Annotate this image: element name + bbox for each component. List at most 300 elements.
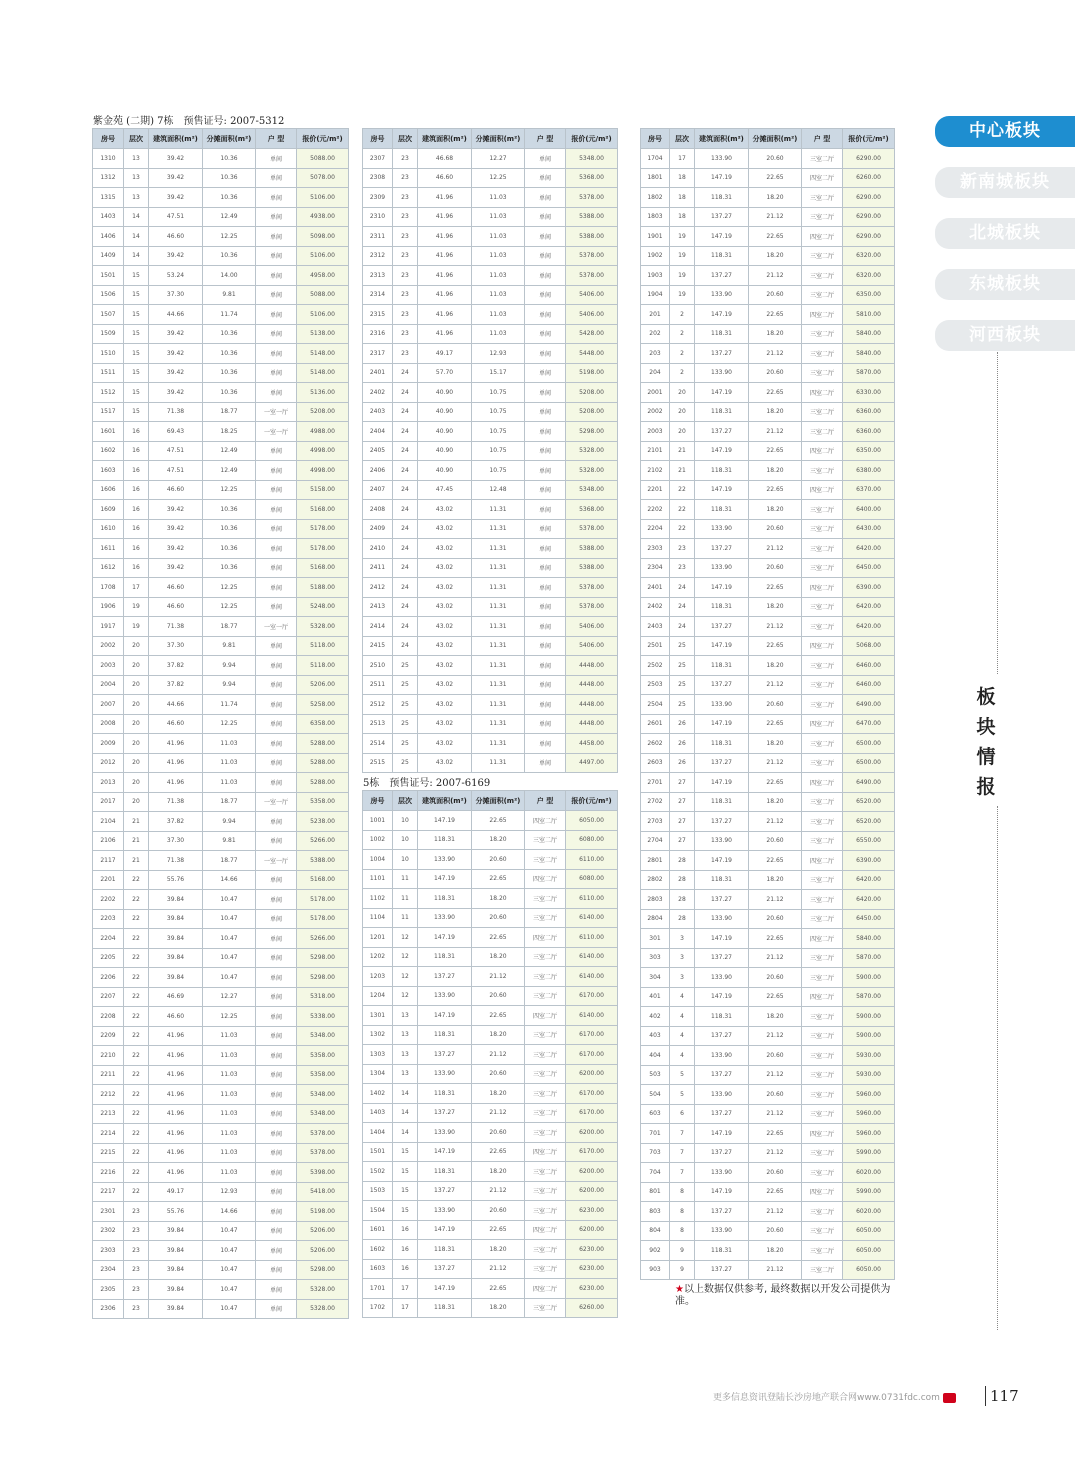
cell-room: 1001 xyxy=(363,811,393,831)
cell-price: 6390.00 xyxy=(843,578,895,598)
cell-shared-area: 11.31 xyxy=(472,695,525,715)
cell-price: 5870.00 xyxy=(843,948,895,968)
cell-price: 5206.00 xyxy=(297,1241,349,1261)
table-row xyxy=(641,480,895,500)
table-row xyxy=(93,714,349,734)
cell-shared-area: 18.20 xyxy=(749,500,802,520)
cell-room: 1503 xyxy=(363,1181,393,1201)
table-row xyxy=(93,1241,349,1261)
cell-area: 137.27 xyxy=(418,1103,472,1123)
cell-price: 5238.00 xyxy=(297,812,349,832)
cell-price: 5900.00 xyxy=(843,1026,895,1046)
cell-type: 单间 xyxy=(525,734,566,754)
cell-floor: 28 xyxy=(670,909,695,929)
cell-area: 39.84 xyxy=(149,1299,203,1319)
cell-type: 单间 xyxy=(525,695,566,715)
table-row xyxy=(93,188,349,208)
cell-shared-area: 11.31 xyxy=(472,558,525,578)
cell-area: 39.42 xyxy=(149,168,203,188)
table-row xyxy=(363,480,618,500)
cell-price: 5348.00 xyxy=(566,480,618,500)
cell-floor: 23 xyxy=(393,246,418,266)
cell-room: 2412 xyxy=(363,578,393,598)
cell-price: 6080.00 xyxy=(566,869,618,889)
cell-room: 2317 xyxy=(363,344,393,364)
cell-shared-area: 10.36 xyxy=(203,344,256,364)
nav-tab-east-city[interactable]: 东城板块 xyxy=(935,269,1075,300)
cell-room: 2513 xyxy=(363,714,393,734)
cell-room: 2213 xyxy=(93,1104,124,1124)
cell-floor: 27 xyxy=(670,792,695,812)
cell-type: 三室二厅 xyxy=(802,1085,843,1105)
cell-room: 2206 xyxy=(93,968,124,988)
cell-type: 单间 xyxy=(525,305,566,325)
table-row xyxy=(363,1162,618,1182)
col-header-floor: 层次 xyxy=(670,129,695,149)
cell-floor: 16 xyxy=(124,461,149,481)
nav-tab-new-south-city[interactable]: 新南城板块 xyxy=(935,167,1075,198)
cell-type: 单间 xyxy=(256,929,297,949)
cell-shared-area: 11.03 xyxy=(472,246,525,266)
cell-price: 5990.00 xyxy=(843,1182,895,1202)
cell-area: 133.90 xyxy=(695,831,749,851)
table-row xyxy=(93,422,349,442)
cell-floor: 24 xyxy=(393,636,418,656)
cell-area: 137.27 xyxy=(695,1026,749,1046)
cell-area: 39.42 xyxy=(149,383,203,403)
cell-floor: 25 xyxy=(393,675,418,695)
cell-room: 1402 xyxy=(363,1084,393,1104)
cell-area: 118.31 xyxy=(695,324,749,344)
cell-floor: 26 xyxy=(670,714,695,734)
cell-shared-area: 18.20 xyxy=(749,324,802,344)
cell-type: 单间 xyxy=(256,1202,297,1222)
cell-price: 5930.00 xyxy=(843,1046,895,1066)
cell-room: 2101 xyxy=(641,441,670,461)
table xyxy=(640,128,895,1280)
cell-floor: 16 xyxy=(124,500,149,520)
cell-type: 四室二厅 xyxy=(525,811,566,831)
cell-room: 2007 xyxy=(93,695,124,715)
cell-area: 133.90 xyxy=(418,908,472,928)
cell-area: 133.90 xyxy=(695,1046,749,1066)
cell-shared-area: 11.03 xyxy=(203,773,256,793)
col-header-shared-area: 分摊面积(m²) xyxy=(749,129,802,149)
cell-type: 四室二厅 xyxy=(802,929,843,949)
cell-floor: 22 xyxy=(124,1065,149,1085)
table-row xyxy=(93,363,349,383)
cell-price: 5158.00 xyxy=(297,480,349,500)
table-row xyxy=(93,773,349,793)
cell-type: 单间 xyxy=(525,207,566,227)
cell-shared-area: 21.12 xyxy=(749,207,802,227)
cell-area: 46.60 xyxy=(149,227,203,247)
cell-shared-area: 11.03 xyxy=(472,324,525,344)
cell-room: 2102 xyxy=(641,461,670,481)
cell-room: 1603 xyxy=(363,1259,393,1279)
cell-area: 133.90 xyxy=(418,986,472,1006)
cell-type: 三室二厅 xyxy=(525,1045,566,1065)
cell-shared-area: 9.94 xyxy=(203,675,256,695)
table-row xyxy=(641,597,895,617)
cell-floor: 14 xyxy=(393,1103,418,1123)
cell-area: 41.96 xyxy=(149,753,203,773)
cell-type: 三室二厅 xyxy=(802,1065,843,1085)
cell-type: 三室二厅 xyxy=(525,830,566,850)
cell-room: 2804 xyxy=(641,909,670,929)
table-row xyxy=(363,656,618,676)
cell-shared-area: 21.12 xyxy=(472,1181,525,1201)
cell-shared-area: 18.20 xyxy=(472,1084,525,1104)
table-row xyxy=(93,831,349,851)
cell-type: 单间 xyxy=(525,246,566,266)
cell-type: 三室二厅 xyxy=(525,1064,566,1084)
cell-type: 单间 xyxy=(256,441,297,461)
table-row xyxy=(641,578,895,598)
table-row xyxy=(363,1220,618,1240)
cell-area: 137.27 xyxy=(418,1181,472,1201)
table-row xyxy=(641,1163,895,1183)
cell-price: 5098.00 xyxy=(297,227,349,247)
cell-shared-area: 18.20 xyxy=(472,1162,525,1182)
cell-price: 5266.00 xyxy=(297,929,349,949)
cell-price: 5088.00 xyxy=(297,149,349,169)
cell-room: 2512 xyxy=(363,695,393,715)
cell-type: 四室二厅 xyxy=(525,1220,566,1240)
cell-area: 118.31 xyxy=(418,1240,472,1260)
cell-type: 单间 xyxy=(256,168,297,188)
cell-price: 6260.00 xyxy=(843,168,895,188)
dotted-divider-top xyxy=(997,352,998,674)
disclaimer-note xyxy=(675,1284,903,1308)
cell-area: 40.90 xyxy=(418,383,472,403)
cell-price: 5328.00 xyxy=(566,461,618,481)
cell-shared-area: 10.36 xyxy=(203,168,256,188)
cell-type: 三室二厅 xyxy=(802,519,843,539)
col-header-area: 建筑面积(m²) xyxy=(418,129,472,149)
cell-floor: 23 xyxy=(393,285,418,305)
cell-shared-area: 11.03 xyxy=(203,1065,256,1085)
table-row xyxy=(93,968,349,988)
cell-room: 2403 xyxy=(641,617,670,637)
cell-shared-area: 18.20 xyxy=(749,461,802,481)
disclaimer-text: 以上数据仅供参考, 最终数据以开发公司提供为准。 xyxy=(675,1284,891,1307)
cell-shared-area: 10.47 xyxy=(203,929,256,949)
cell-room: 2403 xyxy=(363,402,393,422)
price-table-4 xyxy=(640,128,895,1280)
cell-floor: 22 xyxy=(124,1163,149,1183)
cell-type: 三室二厅 xyxy=(802,363,843,383)
cell-room: 1406 xyxy=(93,227,124,247)
table-row xyxy=(93,890,349,910)
table-row xyxy=(363,227,618,247)
cell-area: 46.60 xyxy=(149,480,203,500)
cell-price: 5870.00 xyxy=(843,987,895,1007)
cell-shared-area: 14.00 xyxy=(203,266,256,286)
cell-type: 三室二厅 xyxy=(525,889,566,909)
table-row xyxy=(93,1143,349,1163)
cell-price: 6330.00 xyxy=(843,383,895,403)
cell-type: 四室二厅 xyxy=(802,636,843,656)
cell-shared-area: 11.31 xyxy=(472,617,525,637)
cell-floor: 22 xyxy=(124,1026,149,1046)
cell-shared-area: 21.12 xyxy=(749,617,802,637)
cell-price: 6200.00 xyxy=(566,1181,618,1201)
nav-tab-center[interactable]: 中心板块 xyxy=(935,116,1075,147)
cell-room: 1704 xyxy=(641,149,670,169)
cell-area: 46.69 xyxy=(149,987,203,1007)
cell-room: 2117 xyxy=(93,851,124,871)
cell-room: 2402 xyxy=(641,597,670,617)
cell-room: 401 xyxy=(641,987,670,1007)
table-row xyxy=(363,908,618,928)
cell-room: 2414 xyxy=(363,617,393,637)
cell-type: 单间 xyxy=(256,909,297,929)
cell-room: 2302 xyxy=(93,1221,124,1241)
cell-floor: 20 xyxy=(124,753,149,773)
cell-price: 4448.00 xyxy=(566,695,618,715)
table-row xyxy=(363,1298,618,1318)
cell-area: 47.51 xyxy=(149,207,203,227)
cell-floor: 19 xyxy=(670,285,695,305)
cell-price: 6140.00 xyxy=(566,947,618,967)
cell-room: 1315 xyxy=(93,188,124,208)
table-row xyxy=(641,344,895,364)
cell-price: 6420.00 xyxy=(843,890,895,910)
cell-type: 一室一厅 xyxy=(256,851,297,871)
cell-area: 44.66 xyxy=(149,695,203,715)
cell-room: 2201 xyxy=(641,480,670,500)
cell-price: 5378.00 xyxy=(566,246,618,266)
cell-type: 单间 xyxy=(256,285,297,305)
cell-price: 6380.00 xyxy=(843,461,895,481)
table-row xyxy=(363,188,618,208)
col-header-floor: 层次 xyxy=(124,129,149,149)
cell-shared-area: 10.75 xyxy=(472,441,525,461)
cell-shared-area: 18.20 xyxy=(472,1240,525,1260)
cell-floor: 20 xyxy=(124,734,149,754)
cell-shared-area: 22.65 xyxy=(749,1182,802,1202)
table-row xyxy=(363,889,618,909)
cell-area: 147.19 xyxy=(695,168,749,188)
cell-floor: 16 xyxy=(124,441,149,461)
cell-price: 5078.00 xyxy=(297,168,349,188)
cell-floor: 16 xyxy=(393,1240,418,1260)
cell-price: 6550.00 xyxy=(843,831,895,851)
cell-area: 137.27 xyxy=(418,967,472,987)
cell-floor: 10 xyxy=(393,830,418,850)
cell-area: 147.19 xyxy=(695,636,749,656)
cell-area: 118.31 xyxy=(695,1241,749,1261)
cell-area: 118.31 xyxy=(418,947,472,967)
cell-room: 2314 xyxy=(363,285,393,305)
cell-area: 137.27 xyxy=(695,948,749,968)
cell-floor: 15 xyxy=(124,363,149,383)
cell-price: 6110.00 xyxy=(566,850,618,870)
cell-type: 单间 xyxy=(525,149,566,169)
cell-floor: 5 xyxy=(670,1085,695,1105)
table-row xyxy=(93,1046,349,1066)
cell-room: 2009 xyxy=(93,734,124,754)
nav-tab-hexi[interactable]: 河西板块 xyxy=(935,320,1075,351)
cell-floor: 10 xyxy=(393,811,418,831)
cell-area: 147.19 xyxy=(418,928,472,948)
cell-room: 2501 xyxy=(641,636,670,656)
cell-price: 5428.00 xyxy=(566,324,618,344)
cell-room: 1602 xyxy=(93,441,124,461)
cell-type: 三室二厅 xyxy=(802,792,843,812)
col-header-shared-area: 分摊面积(m²) xyxy=(472,791,525,811)
nav-tab-north-city[interactable]: 北城板块 xyxy=(935,218,1075,249)
cell-type: 三室二厅 xyxy=(802,597,843,617)
table-row xyxy=(363,695,618,715)
cell-area: 137.27 xyxy=(695,539,749,559)
cell-area: 147.19 xyxy=(695,1182,749,1202)
cell-type: 三室二厅 xyxy=(802,1007,843,1027)
table-row xyxy=(641,1241,895,1261)
cell-shared-area: 18.20 xyxy=(749,1007,802,1027)
cell-shared-area: 18.77 xyxy=(203,402,256,422)
cell-room: 403 xyxy=(641,1026,670,1046)
cell-shared-area: 12.49 xyxy=(203,207,256,227)
table-row xyxy=(363,928,618,948)
table-row xyxy=(641,383,895,403)
cell-room: 2305 xyxy=(93,1280,124,1300)
cell-type: 单间 xyxy=(525,519,566,539)
cell-room: 1902 xyxy=(641,246,670,266)
section-title-char: 情 xyxy=(976,746,996,768)
cell-shared-area: 10.75 xyxy=(472,402,525,422)
cell-room: 2309 xyxy=(363,188,393,208)
cell-room: 2012 xyxy=(93,753,124,773)
cell-room: 2801 xyxy=(641,851,670,871)
table-row xyxy=(363,1240,618,1260)
cell-floor: 24 xyxy=(393,441,418,461)
cell-area: 137.27 xyxy=(695,1260,749,1280)
cell-floor: 24 xyxy=(393,558,418,578)
cell-type: 四室二厅 xyxy=(802,227,843,247)
cell-floor: 16 xyxy=(124,480,149,500)
cell-room: 1512 xyxy=(93,383,124,403)
cell-type: 三室二厅 xyxy=(525,1240,566,1260)
table-row xyxy=(641,890,895,910)
cell-price: 5378.00 xyxy=(566,519,618,539)
cell-type: 三室二厅 xyxy=(802,675,843,695)
cell-floor: 21 xyxy=(124,831,149,851)
cell-floor: 22 xyxy=(124,968,149,988)
cell-shared-area: 10.47 xyxy=(203,968,256,988)
cell-room: 2404 xyxy=(363,422,393,442)
cell-type: 单间 xyxy=(256,558,297,578)
cell-room: 2001 xyxy=(641,383,670,403)
cell-room: 1403 xyxy=(363,1103,393,1123)
cell-room: 2312 xyxy=(363,246,393,266)
cell-price: 6110.00 xyxy=(566,889,618,909)
cell-price: 4958.00 xyxy=(297,266,349,286)
cell-room: 2802 xyxy=(641,870,670,890)
cell-type: 三室二厅 xyxy=(802,968,843,988)
cell-price: 6450.00 xyxy=(843,909,895,929)
cell-room: 603 xyxy=(641,1104,670,1124)
cell-type: 单间 xyxy=(525,714,566,734)
cell-area: 39.84 xyxy=(149,1241,203,1261)
table-row xyxy=(93,285,349,305)
cell-type: 四室二厅 xyxy=(802,305,843,325)
cell-price: 6360.00 xyxy=(843,422,895,442)
cell-price: 6290.00 xyxy=(843,149,895,169)
cell-floor: 8 xyxy=(670,1202,695,1222)
cell-type: 单间 xyxy=(525,500,566,520)
cell-room: 203 xyxy=(641,344,670,364)
table-row xyxy=(641,500,895,520)
cell-price: 5258.00 xyxy=(297,695,349,715)
cell-price: 6500.00 xyxy=(843,734,895,754)
cell-area: 43.02 xyxy=(418,519,472,539)
cell-room: 2402 xyxy=(363,383,393,403)
cell-price: 5348.00 xyxy=(297,1085,349,1105)
cell-area: 46.68 xyxy=(418,149,472,169)
cell-area: 41.96 xyxy=(149,734,203,754)
cell-floor: 8 xyxy=(670,1182,695,1202)
cell-area: 137.27 xyxy=(695,617,749,637)
cell-shared-area: 9.94 xyxy=(203,812,256,832)
cell-floor: 23 xyxy=(124,1241,149,1261)
cell-shared-area: 10.47 xyxy=(203,948,256,968)
table-row xyxy=(641,675,895,695)
cell-shared-area: 11.03 xyxy=(203,1163,256,1183)
table-row xyxy=(363,578,618,598)
cell-type: 单间 xyxy=(256,344,297,364)
table-row xyxy=(363,305,618,325)
cell-room: 1203 xyxy=(363,967,393,987)
cell-room: 1803 xyxy=(641,207,670,227)
cell-area: 147.19 xyxy=(418,1220,472,1240)
cell-room: 1502 xyxy=(363,1162,393,1182)
cell-type: 单间 xyxy=(256,266,297,286)
cell-floor: 2 xyxy=(670,344,695,364)
cell-floor: 23 xyxy=(393,266,418,286)
cell-price: 5388.00 xyxy=(297,851,349,871)
footer-link[interactable] xyxy=(713,1390,956,1403)
cell-floor: 22 xyxy=(670,500,695,520)
table-row xyxy=(641,461,895,481)
cell-floor: 24 xyxy=(393,597,418,617)
cell-area: 147.19 xyxy=(695,714,749,734)
cell-area: 137.27 xyxy=(695,753,749,773)
table-row xyxy=(641,207,895,227)
cell-shared-area: 22.65 xyxy=(749,714,802,734)
cell-shared-area: 11.31 xyxy=(472,734,525,754)
cell-shared-area: 10.36 xyxy=(203,383,256,403)
cell-area: 118.31 xyxy=(695,402,749,422)
cell-type: 单间 xyxy=(256,831,297,851)
cell-room: 2204 xyxy=(641,519,670,539)
table-row xyxy=(641,402,895,422)
cell-shared-area: 10.36 xyxy=(203,519,256,539)
cell-shared-area: 10.36 xyxy=(203,149,256,169)
cell-room: 1611 xyxy=(93,539,124,559)
cell-floor: 20 xyxy=(124,636,149,656)
cell-shared-area: 10.47 xyxy=(203,1299,256,1319)
cell-type: 单间 xyxy=(525,188,566,208)
table-row xyxy=(363,1142,618,1162)
cell-shared-area: 10.36 xyxy=(203,246,256,266)
cell-area: 118.31 xyxy=(695,188,749,208)
cell-floor: 21 xyxy=(670,461,695,481)
table-row xyxy=(641,227,895,247)
cell-area: 71.38 xyxy=(149,402,203,422)
cell-floor: 13 xyxy=(124,149,149,169)
